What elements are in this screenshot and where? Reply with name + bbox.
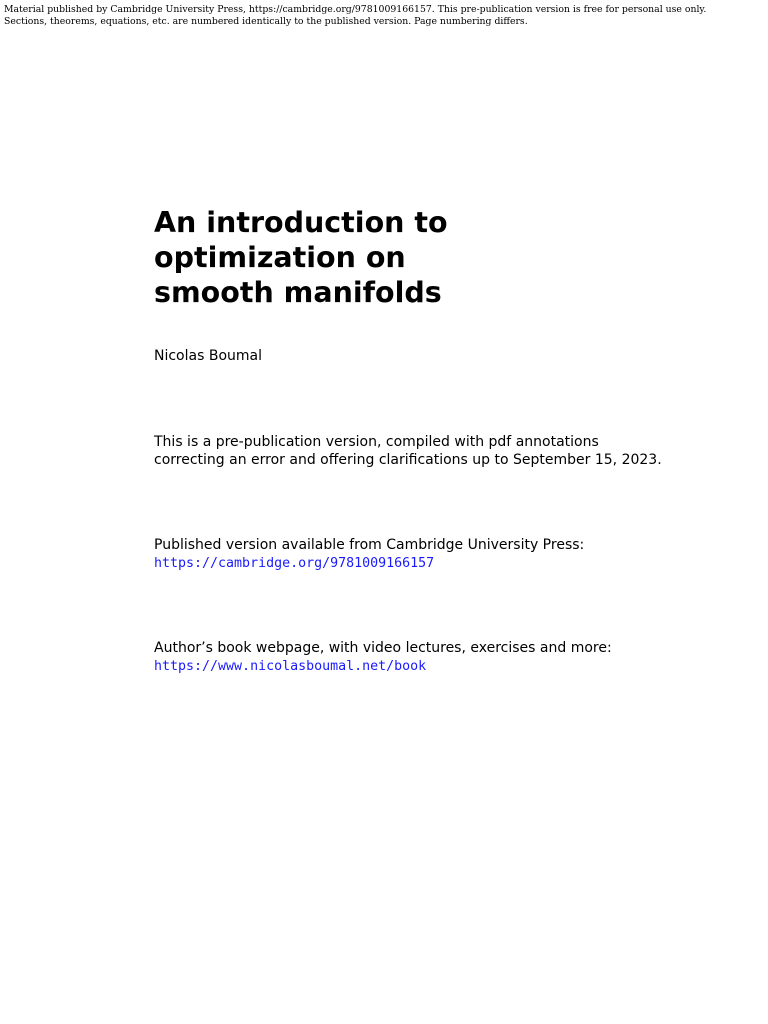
title-line-2: optimization on <box>154 241 406 274</box>
prepublication-statement <box>154 434 662 469</box>
title-line-1: An introduction to <box>154 206 448 239</box>
author-webpage-block <box>154 640 612 675</box>
cambridge-link[interactable]: https://cambridge.org/9781009166157 <box>154 555 435 571</box>
book-webpage-link[interactable]: https://www.nicolasboumal.net/book <box>154 658 427 674</box>
publication-notice <box>4 4 706 27</box>
book-title <box>154 205 448 310</box>
prepub-line-1: This is a pre-publication version, compiled with pdf annotations <box>154 434 599 450</box>
published-version-block <box>154 537 584 572</box>
title-line-3: smooth manifolds <box>154 276 442 309</box>
prepub-line-2: correcting an error and offering clarifications up to September 15, 2023. <box>154 451 662 468</box>
published-version-text: Published version available from Cambridge University Press: <box>154 537 585 553</box>
notice-line-2: Sections, theorems, equations, etc. are numbered identically to the published version. Page numbering differs. <box>4 15 528 27</box>
author-name: Nicolas Boumal <box>154 348 262 364</box>
author-webpage-text: Author’s book webpage, with video lectures, exercises and more: <box>154 640 612 656</box>
notice-line-1: Material published by Cambridge University Press, https://cambridge.org/9781009166157. This pre-publication version is free for personal use only. <box>4 4 707 15</box>
